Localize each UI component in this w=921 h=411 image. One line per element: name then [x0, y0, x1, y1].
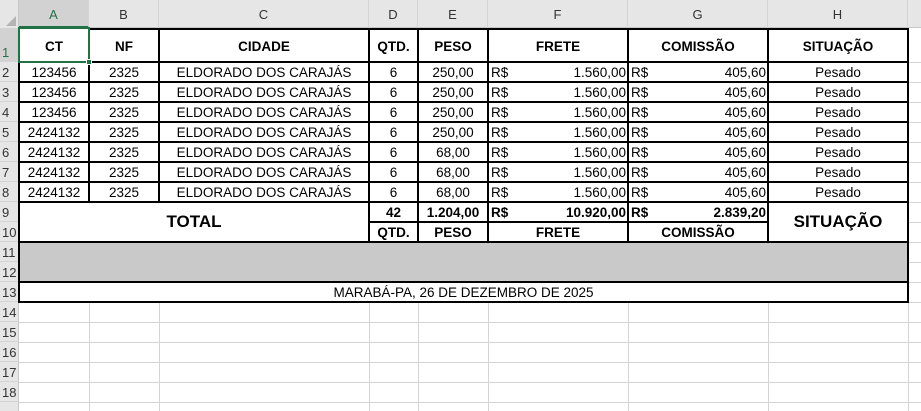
row-header-11[interactable]: 11 [0, 242, 19, 262]
frete-value: 1.560,00 [573, 64, 626, 80]
frete-value: 1.560,00 [573, 124, 626, 140]
cell-ct[interactable]: 2424132 [27, 144, 81, 160]
row-header-7[interactable]: 7 [0, 162, 19, 182]
cell-cidade[interactable]: ELDORADO DOS CARAJÁS [176, 144, 352, 160]
border-line [89, 28, 909, 30]
header-situacao[interactable]: SITUAÇÃO [802, 39, 874, 54]
cell-qtd[interactable]: 6 [389, 184, 398, 200]
cell-cidade[interactable]: ELDORADO DOS CARAJÁS [176, 124, 352, 140]
column-header-e[interactable]: E [418, 0, 488, 28]
gridline [19, 382, 921, 383]
total-situacao-label[interactable]: SITUAÇÃO [793, 212, 883, 231]
row-header-16[interactable]: 16 [0, 342, 19, 362]
header-cidade[interactable]: CIDADE [238, 39, 290, 54]
total-comissao-value: 2.839,20 [713, 204, 766, 220]
cell-nf[interactable]: 2325 [108, 64, 140, 80]
gridline [908, 62, 921, 63]
column-header-h[interactable]: H [768, 0, 908, 28]
column-header-d[interactable]: D [369, 0, 418, 28]
cell-qtd[interactable]: 6 [389, 104, 398, 120]
footer-location-date[interactable]: MARABÁ-PA, 26 DE DEZEMBRO DE 2025 [333, 284, 594, 300]
border-line [18, 201, 909, 203]
total-sublabel-peso[interactable]: PESO [434, 224, 472, 240]
cell-comissao[interactable] [628, 182, 768, 202]
row-header-14[interactable]: 14 [0, 302, 19, 322]
cell-nf[interactable]: 2325 [108, 144, 140, 160]
cell-qtd[interactable]: 6 [389, 164, 398, 180]
gridline [908, 142, 921, 143]
cell-nf[interactable]: 2325 [108, 124, 140, 140]
row-header-3[interactable]: 3 [0, 82, 19, 102]
cell-comissao[interactable] [628, 142, 768, 162]
currency-symbol: R$ [491, 204, 509, 220]
currency-symbol: R$ [491, 184, 509, 200]
comissao-value: 405,60 [724, 124, 766, 140]
row-header-8[interactable]: 8 [0, 182, 19, 202]
cell-selection-box [18, 27, 90, 63]
cell-ct[interactable]: 123456 [31, 84, 77, 100]
gridline [488, 302, 489, 411]
frete-value: 1.560,00 [573, 164, 626, 180]
comissao-value: 405,60 [724, 144, 766, 160]
cell-nf[interactable]: 2325 [108, 84, 140, 100]
currency-symbol: R$ [631, 164, 649, 180]
column-header-g[interactable]: G [628, 0, 768, 28]
total-sublabel-comissao[interactable]: COMISSÃO [661, 224, 735, 240]
frete-value: 1.560,00 [573, 184, 626, 200]
total-sublabel-qtd[interactable]: QTD. [377, 224, 410, 240]
cell-qtd[interactable]: 6 [389, 124, 398, 140]
comissao-value: 405,60 [724, 84, 766, 100]
border-line [487, 28, 489, 243]
comissao-value: 405,60 [724, 184, 766, 200]
currency-symbol: R$ [631, 64, 649, 80]
header-peso[interactable]: PESO [434, 39, 472, 54]
column-header-a[interactable]: A [19, 0, 89, 28]
row-header-12[interactable]: 12 [0, 262, 19, 282]
column-header-f[interactable]: F [488, 0, 628, 28]
border-line [18, 121, 909, 123]
border-line [907, 28, 909, 303]
cell-frete[interactable] [488, 82, 628, 102]
border-line [18, 301, 909, 303]
cell-cidade[interactable]: ELDORADO DOS CARAJÁS [176, 104, 352, 120]
cell-situacao[interactable]: Pesado [815, 184, 861, 200]
cell-peso[interactable]: 250,00 [432, 84, 474, 100]
row-header-2[interactable]: 2 [0, 62, 19, 82]
border-line [18, 241, 909, 243]
cell-comissao[interactable] [628, 162, 768, 182]
gridline [628, 302, 629, 411]
cell-frete[interactable] [488, 62, 628, 82]
cell-cidade[interactable]: ELDORADO DOS CARAJÁS [176, 184, 352, 200]
cell-frete[interactable] [488, 142, 628, 162]
cell-qtd[interactable]: 6 [389, 144, 398, 160]
cell-situacao[interactable]: Pesado [815, 144, 861, 160]
frete-value: 1.560,00 [573, 104, 626, 120]
gridline [908, 182, 921, 183]
currency-symbol: R$ [631, 84, 649, 100]
select-all-triangle-icon [6, 16, 16, 26]
comissao-value: 405,60 [724, 164, 766, 180]
gridline [908, 262, 921, 263]
currency-symbol: R$ [631, 184, 649, 200]
cell-cidade[interactable]: ELDORADO DOS CARAJÁS [176, 84, 352, 100]
gray-band-row-11-12[interactable] [19, 242, 908, 282]
border-line [18, 141, 909, 143]
border-line [417, 28, 419, 243]
cell-peso[interactable]: 250,00 [432, 124, 474, 140]
border-line [18, 81, 909, 83]
gridline [19, 362, 921, 363]
gridline [908, 122, 921, 123]
header-nf[interactable]: NF [115, 39, 133, 54]
fill-handle[interactable] [86, 59, 92, 65]
currency-symbol: R$ [631, 204, 649, 220]
gridline [908, 82, 921, 83]
gridline [418, 302, 419, 411]
total-sublabel-frete[interactable]: FRETE [535, 224, 581, 240]
frete-value: 1.560,00 [573, 144, 626, 160]
gridline [19, 402, 921, 403]
comissao-value: 405,60 [724, 104, 766, 120]
row-header-15[interactable]: 15 [0, 322, 19, 342]
row-header-9[interactable]: 9 [0, 202, 19, 222]
cell-situacao[interactable]: Pesado [815, 124, 861, 140]
cell-ct[interactable]: 123456 [31, 64, 77, 80]
gridline [369, 302, 370, 411]
total-qtd[interactable]: 42 [385, 204, 402, 220]
border-line [767, 28, 769, 243]
header-qtd[interactable]: QTD. [377, 39, 410, 54]
currency-symbol: R$ [491, 144, 509, 160]
gridline [908, 102, 921, 103]
cell-frete[interactable] [488, 122, 628, 142]
border-line [18, 28, 20, 303]
currency-symbol: R$ [631, 104, 649, 120]
cell-ct[interactable]: 2424132 [27, 184, 81, 200]
currency-symbol: R$ [631, 144, 649, 160]
gridline [19, 342, 921, 343]
frete-value: 1.560,00 [573, 84, 626, 100]
border-line [368, 221, 769, 223]
currency-symbol: R$ [491, 84, 509, 100]
cell-situacao[interactable]: Pesado [815, 84, 861, 100]
cell-peso[interactable]: 68,00 [436, 184, 470, 200]
row-header-10[interactable]: 10 [0, 222, 19, 242]
cell-peso[interactable]: 68,00 [436, 164, 470, 180]
cell-situacao[interactable]: Pesado [815, 104, 861, 120]
total-frete[interactable] [488, 202, 628, 222]
cell-qtd[interactable]: 6 [389, 64, 398, 80]
gridline [908, 302, 909, 411]
gridline [19, 322, 921, 323]
cell-nf[interactable]: 2325 [108, 104, 140, 120]
gridline [89, 302, 90, 411]
header-frete[interactable]: FRETE [535, 39, 581, 54]
cell-peso[interactable]: 250,00 [432, 104, 474, 120]
row-header-17[interactable]: 17 [0, 362, 19, 382]
currency-symbol: R$ [491, 124, 509, 140]
currency-symbol: R$ [631, 124, 649, 140]
cell-peso[interactable]: 68,00 [436, 144, 470, 160]
cell-ct[interactable]: 2424132 [27, 124, 81, 140]
gridline [768, 302, 769, 411]
select-all-button[interactable] [0, 0, 19, 28]
comissao-value: 405,60 [724, 64, 766, 80]
total-comissao[interactable] [628, 202, 768, 222]
total-frete-value: 10.920,00 [565, 204, 626, 220]
row-header-1[interactable]: 1 [0, 28, 19, 62]
gridline [908, 162, 921, 163]
gridline [908, 222, 921, 223]
cell-situacao[interactable]: Pesado [815, 164, 861, 180]
header-ct[interactable]: CT [45, 39, 63, 54]
gridline [908, 202, 921, 203]
border-line [18, 101, 909, 103]
gridline [159, 302, 160, 411]
cell-qtd[interactable]: 6 [389, 84, 398, 100]
currency-symbol: R$ [491, 164, 509, 180]
border-line [18, 181, 909, 183]
cell-peso[interactable]: 250,00 [432, 64, 474, 80]
column-header-b[interactable]: B [89, 0, 159, 28]
border-line [18, 281, 909, 283]
cell-ct[interactable]: 2424132 [27, 164, 81, 180]
border-line [368, 28, 370, 243]
border-line [158, 28, 160, 203]
currency-symbol: R$ [491, 64, 509, 80]
total-label[interactable]: TOTAL [166, 212, 222, 231]
header-comissao[interactable]: COMISSÃO [661, 39, 735, 54]
column-header-c[interactable]: C [159, 0, 369, 28]
cell-situacao[interactable]: Pesado [815, 64, 861, 80]
total-peso[interactable]: 1.204,00 [426, 204, 480, 220]
cell-ct[interactable]: 123456 [31, 104, 77, 120]
border-line [627, 28, 629, 243]
cell-comissao[interactable] [628, 62, 768, 82]
row-header-13[interactable]: 13 [0, 282, 19, 302]
row-header-5[interactable]: 5 [0, 122, 19, 142]
cell-comissao[interactable] [628, 82, 768, 102]
cell-cidade[interactable]: ELDORADO DOS CARAJÁS [176, 64, 352, 80]
cell-nf[interactable]: 2325 [108, 164, 140, 180]
cell-comissao[interactable] [628, 122, 768, 142]
border-line [18, 61, 909, 63]
cell-nf[interactable]: 2325 [108, 184, 140, 200]
cell-frete[interactable] [488, 182, 628, 202]
cell-cidade[interactable]: ELDORADO DOS CARAJÁS [176, 164, 352, 180]
cell-comissao[interactable] [628, 102, 768, 122]
row-header-6[interactable]: 6 [0, 142, 19, 162]
row-header-4[interactable]: 4 [0, 102, 19, 122]
currency-symbol: R$ [491, 104, 509, 120]
cell-frete[interactable] [488, 102, 628, 122]
gridline [908, 302, 921, 303]
cell-frete[interactable] [488, 162, 628, 182]
row-header-18[interactable]: 18 [0, 382, 19, 402]
gridline [908, 242, 921, 243]
gridline [908, 282, 921, 283]
border-line [18, 161, 909, 163]
